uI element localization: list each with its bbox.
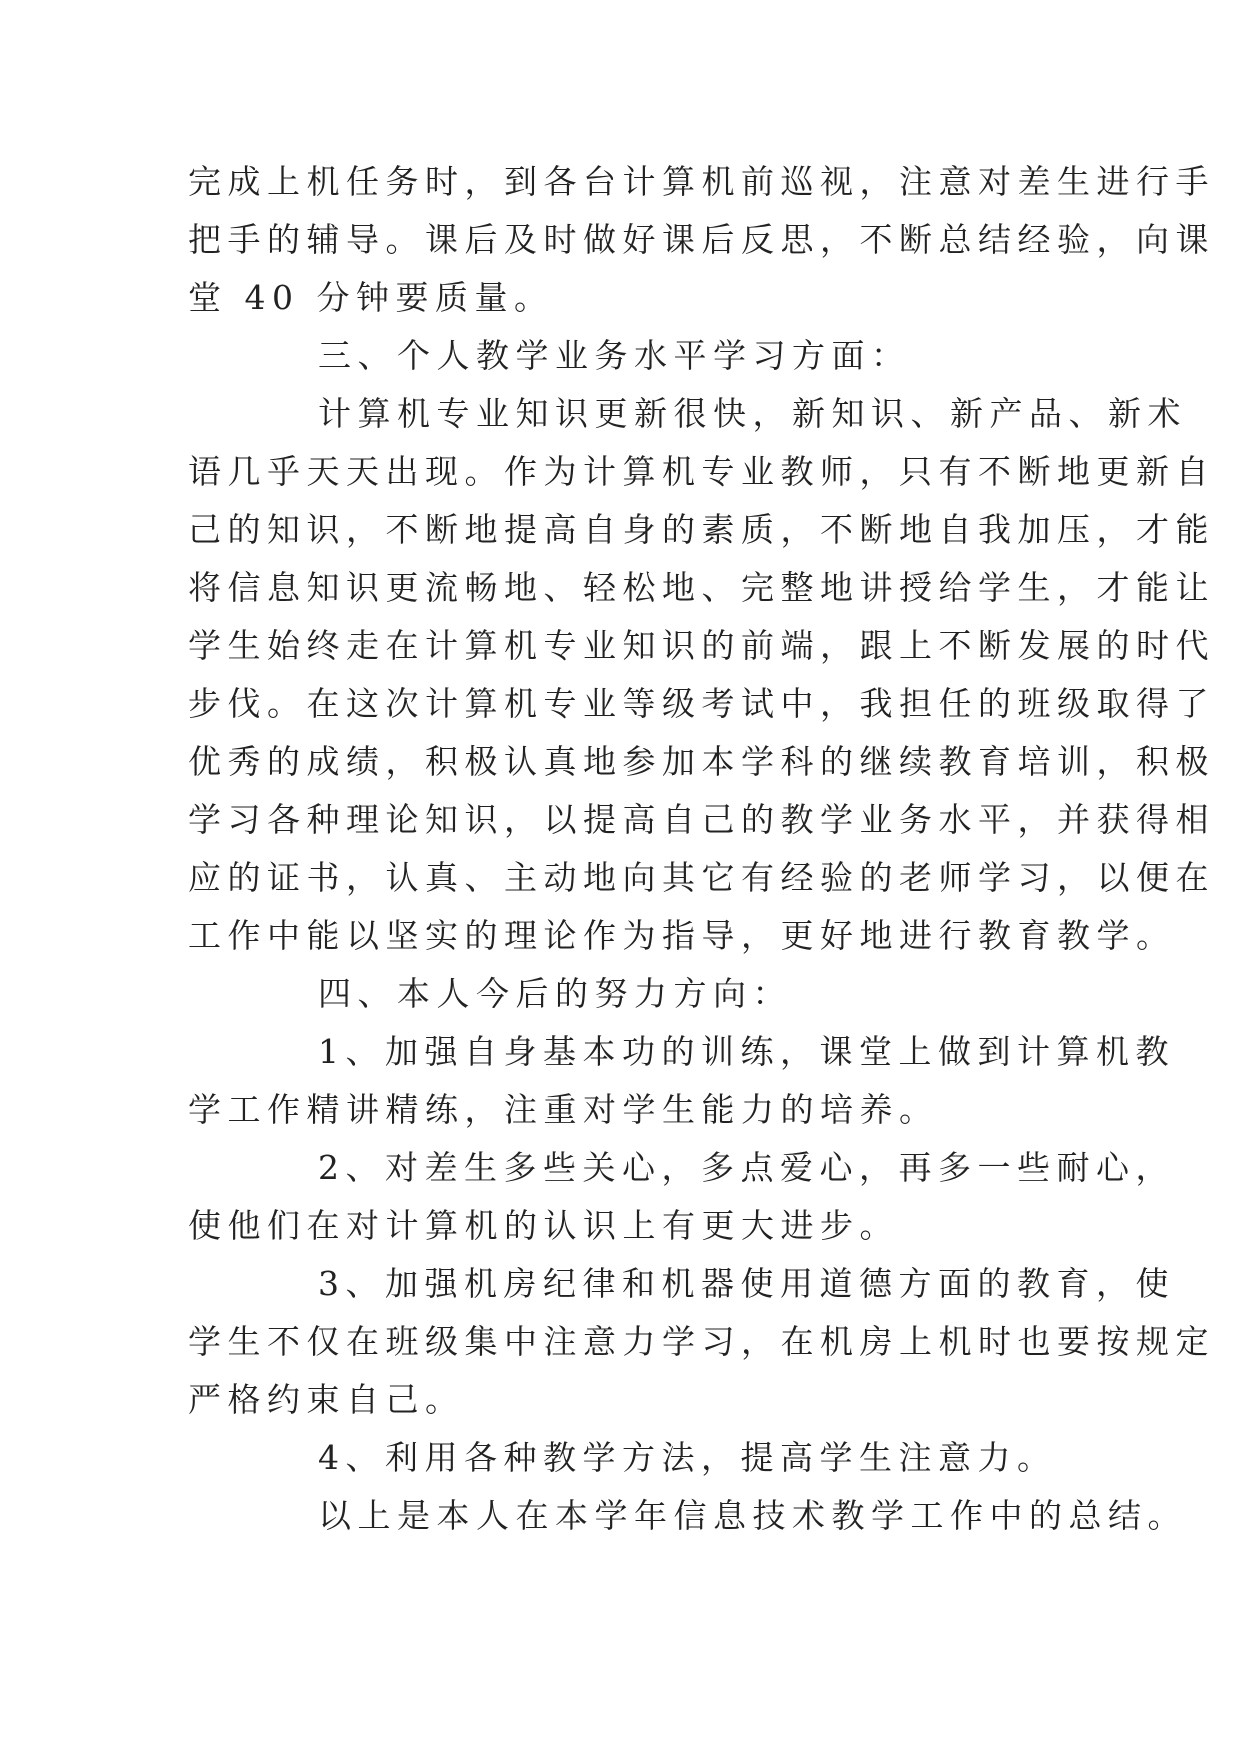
- list-item-line: 学工作精讲精练，注重对学生能力的培养。: [188, 1090, 939, 1129]
- list-item-line: 4、利用各种教学方法，提高学生注意力。: [318, 1438, 1057, 1477]
- text-line: 堂 40 分钟要质量。: [188, 278, 554, 317]
- text-line: 己的知识，不断地提高自身的素质，不断地自我加压，才能: [188, 510, 1215, 549]
- list-item-line: 严格约束自己。: [188, 1380, 465, 1419]
- text-line: 把手的辅导。课后及时做好课后反思，不断总结经验，向课: [188, 220, 1215, 259]
- text-line: 计算机专业知识更新很快，新知识、新产品、新术: [318, 394, 1187, 433]
- text-line: 步伐。在这次计算机专业等级考试中，我担任的班级取得了: [188, 684, 1215, 723]
- section-heading: 三、个人教学业务水平学习方面：: [318, 336, 911, 375]
- list-item-line: 1、加强自身基本功的训练，课堂上做到计算机教: [318, 1032, 1175, 1071]
- list-item-line: 学生不仅在班级集中注意力学习，在机房上机时也要按规定: [188, 1322, 1215, 1361]
- closing-line: 以上是本人在本学年信息技术教学工作中的总结。: [318, 1496, 1187, 1535]
- text-line: 应的证书，认真、主动地向其它有经验的老师学习，以便在: [188, 858, 1215, 897]
- text-line: 学习各种理论知识，以提高自己的教学业务水平，并获得相: [188, 800, 1215, 839]
- text-line: 学生始终走在计算机专业知识的前端，跟上不断发展的时代: [188, 626, 1215, 665]
- list-item-line: 2、对差生多些关心，多点爱心，再多一些耐心，: [318, 1148, 1175, 1187]
- text-line: 工作中能以坚实的理论作为指导，更好地进行教育教学。: [188, 916, 1176, 955]
- list-item-line: 使他们在对计算机的认识上有更大进步。: [188, 1206, 899, 1245]
- text-line: 完成上机任务时，到各台计算机前巡视，注意对差生进行手: [188, 162, 1215, 201]
- text-line: 将信息知识更流畅地、轻松地、完整地讲授给学生，才能让: [188, 568, 1215, 607]
- section-heading: 四、本人今后的努力方向：: [318, 974, 792, 1013]
- text-line: 优秀的成绩，积极认真地参加本学科的继续教育培训，积极: [188, 742, 1215, 781]
- list-item-line: 3、加强机房纪律和机器使用道德方面的教育，使: [318, 1264, 1175, 1303]
- text-line: 语几乎天天出现。作为计算机专业教师，只有不断地更新自: [188, 452, 1215, 491]
